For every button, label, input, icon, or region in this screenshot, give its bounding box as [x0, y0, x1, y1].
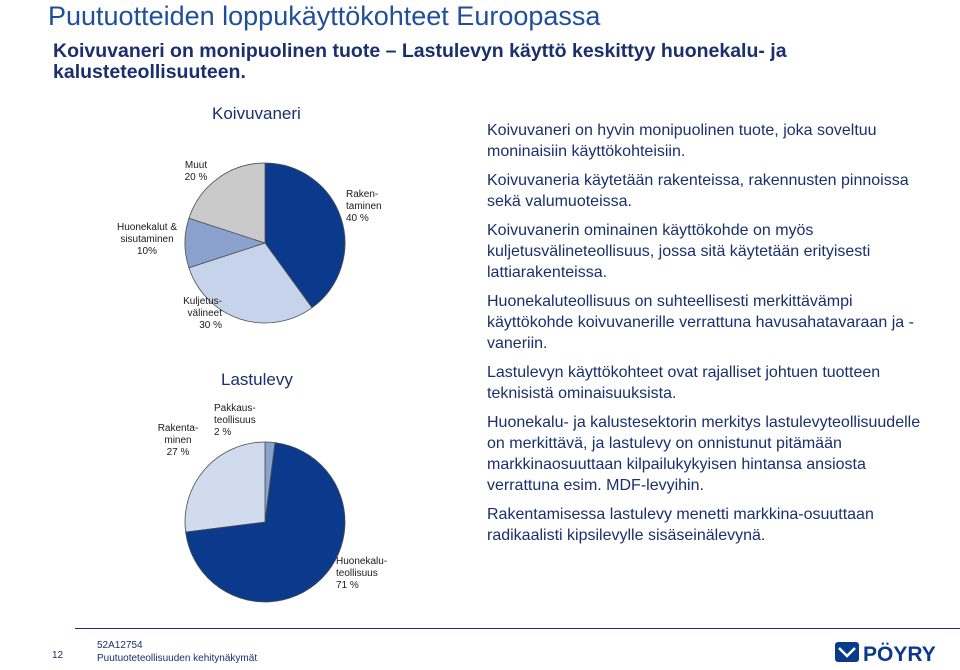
slice-label-pakkausteollisuus [214, 403, 256, 439]
document-info [97, 639, 257, 665]
slice-label-huonekaluteollisuus-line: Huonekalu- [336, 556, 388, 567]
slice-label-kuljetusvalineet [176, 296, 222, 332]
slice-label-huonekaluteollisuus [336, 556, 387, 592]
description-text [487, 120, 927, 554]
paragraph: Koivuvaneri on hyvin monipuolinen tuote, joka soveltuu moninaisiin käyttökohteisiin. [487, 122, 877, 160]
slice-label-huonekalut-sisustaminen-line: 10% [136, 246, 157, 257]
slice-label-rakentaminen-koivu-line: Raken- [346, 189, 379, 200]
slice-label-muut-line: 20 % [184, 172, 208, 183]
page-subtitle: Koivuvaneri on monipuolinen tuote – Lastulevyn käyttö keskittyy huonekalu- ja kalusteteollisuuteen. [53, 40, 787, 83]
footer-divider [75, 628, 960, 629]
logo-text: PÖYRY [863, 643, 936, 666]
slice-label-kuljetusvalineet-line: välineet [187, 308, 222, 319]
slice-label-pakkausteollisuus-line: teollisuus [214, 415, 256, 426]
paragraph: Koivuvaneria käytetään rakenteissa, rakennusten pinnoissa sekä valumuoteissa. [487, 172, 909, 210]
chart-title-lastulevy: Lastulevy [221, 370, 293, 389]
slice-label-huonekaluteollisuus-line: 71 % [336, 580, 359, 591]
page-title: Puutuotteiden loppukäyttökohteet Euroopassa [48, 1, 601, 31]
paragraph: Lastulevyn käyttökohteet ovat rajalliset johtuen tuotteen teknisistä ominaisuuksista. [487, 364, 881, 402]
slice-label-pakkausteollisuus-line: Pakkaus- [214, 403, 256, 414]
slice-label-rakentaminen-lastu-line: minen [164, 435, 192, 446]
slice-label-rakentaminen-koivu-line: taminen [346, 201, 382, 212]
slice-label-muut [183, 160, 209, 184]
slice-label-huonekalut-sisustaminen-line: sisutaminen [120, 234, 174, 245]
slice-label-kuljetusvalineet-line: Kuljetus- [183, 296, 222, 307]
slice-label-huonekalut-sisustaminen-line: Huonekalut & [116, 222, 178, 233]
slice-label-huonekaluteollisuus-line: teollisuus [336, 568, 378, 579]
slice-label-pakkausteollisuus-line: 2 % [214, 427, 232, 438]
paragraph: Rakentamisessa lastulevy menetti markkina-osuuttaan radikaalisti kipsilevylle sisäseinälevynä. [487, 506, 874, 544]
slice-label-rakentaminen-lastu-line: 27 % [166, 447, 190, 458]
document-title: Puutuoteteollisuuden kehitynäkymät [97, 653, 258, 664]
paragraph: Huonekalu- ja kalustesektorin merkitys lastulevyteollisuudelle on merkittävä, ja lastulevy on onnistunut pitämään markkinaosuuttaan kilpailukykyisen hintansa ansiosta verrattuna esim. MDF-levyihin. [487, 414, 921, 494]
page-number: 12 [52, 650, 64, 661]
poyry-logo [835, 636, 955, 666]
slice-label-rakentaminen-lastu [156, 423, 200, 459]
slice-label-rakentaminen-koivu-line: 40 % [346, 213, 369, 224]
paragraph: Koivuvanerin ominainen käyttökohde on myös kuljetusvälineteollisuus, jossa sitä käytetään erityisesti lattiarakenteissa. [487, 222, 871, 281]
slice-label-huonekalut-sisustaminen [112, 222, 182, 258]
slice-label-rakentaminen-koivu [346, 189, 382, 225]
paragraph: Huonekaluteollisuus on suhteellisesti merkittävämpi käyttökohde koivuvanerille verrattuna havusahatavaraan ja -vaneriin. [487, 293, 914, 352]
slice-label-muut-line: Muut [184, 160, 208, 171]
slice-label-rakentaminen-lastu-line: Rakenta- [157, 423, 199, 434]
slice-label-kuljetusvalineet-line: 30 % [199, 320, 222, 331]
chart-title-koivuvaneri: Koivuvaneri [212, 104, 301, 123]
document-code: 52A12754 [97, 640, 143, 651]
